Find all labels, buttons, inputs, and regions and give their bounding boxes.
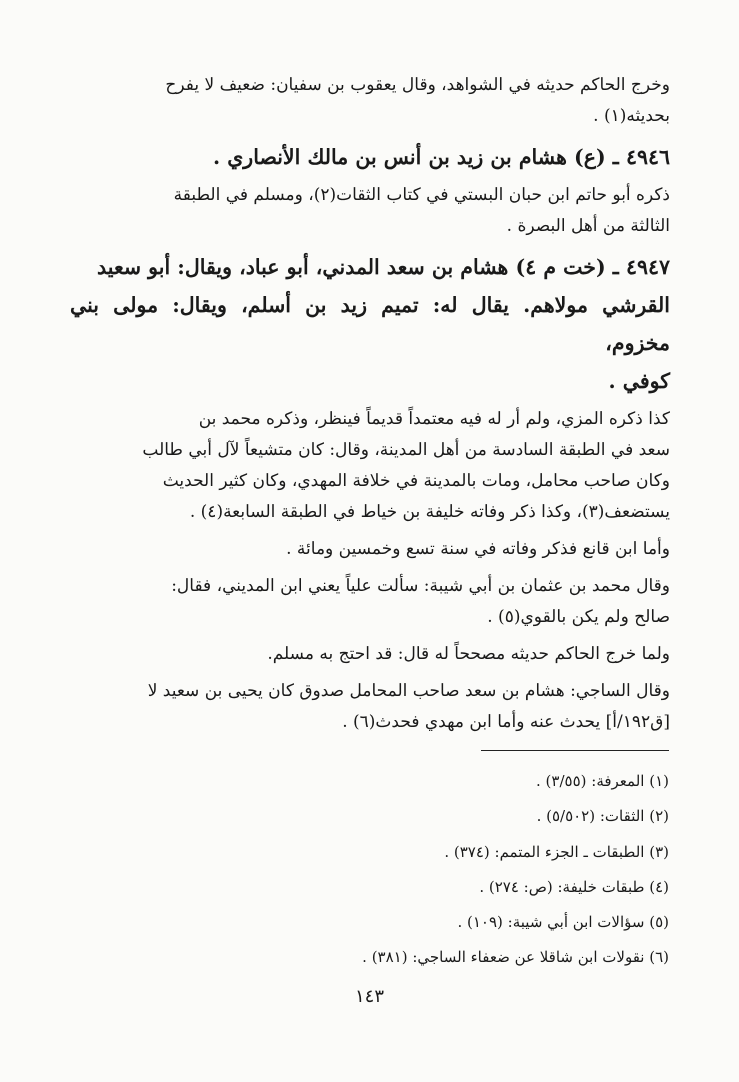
text-line: كذا ذكره المزي، ولم أر له فيه معتمداً قديماً فينظر، وذكره محمد بن	[198, 409, 670, 429]
entry-heading	[70, 138, 670, 176]
heading-line: كوفي .	[608, 369, 670, 393]
paragraph	[70, 639, 670, 670]
footnote: (٤) طبقات خليفة: (ص: ٢٧٤) .	[479, 877, 669, 896]
text-line: يستضعف(٣)، وكذا ذكر وفاته خليفة بن خياط في الطبقة السابعة(٤) .	[189, 502, 670, 522]
text-line: وقال محمد بن عثمان بن أبي شيبة: سألت علياً يعني ابن المديني، فقال:	[171, 576, 670, 596]
footnote-separator	[481, 750, 669, 751]
text-line: سعد في الطبقة السادسة من أهل المدينة، وقال: كان متشيعاً لآل أبي طالب	[142, 440, 670, 460]
text-line: وكان صاحب محامل، ومات بالمدينة في خلافة المهدي، وكان كثير الحديث	[162, 471, 670, 491]
footnote: (١) المعرفة: (٣/٥٥) .	[536, 772, 669, 790]
text-line: الثالثة من أهل البصرة .	[506, 216, 670, 236]
footnote: (٣) الطبقات ـ الجزء المتمم: (٣٧٤) .	[444, 842, 669, 861]
paragraph	[70, 404, 670, 528]
paragraph	[70, 571, 670, 633]
text-line: وأما ابن قانع فذكر وفاته في سنة تسع وخمسين ومائة .	[286, 539, 670, 559]
footnote: (٦) نقولات ابن شاقلا عن ضعفاء الساجي: (٣٨١) .	[362, 948, 669, 967]
footnotes	[69, 764, 669, 976]
text-line: صالح ولم يكن بالقوي(٥) .	[487, 607, 670, 627]
paragraph	[70, 676, 670, 738]
footnote: (٥) سؤالات ابن أبي شيبة: (١٠٩) .	[457, 913, 669, 932]
heading-line: ٤٩٤٦ ـ (ع) هشام بن زيد بن أنس بن مالك الأنصاري .	[212, 145, 670, 169]
text-line: وقال الساجي: هشام بن سعد صاحب المحامل صدوق كان يحيى بن سعيد لا	[147, 681, 670, 701]
text-line: [ق١٩٢/أ] يحدث عنه وأما ابن مهدي فحدث(٦) .	[342, 712, 670, 732]
page-number: ١٤٣	[354, 986, 384, 1007]
heading-line: القرشي مولاهم. يقال له: تميم زيد بن أسلم، ويقال: مولى بني مخزوم،	[70, 293, 670, 355]
text-line: ذكره أبو حاتم ابن حبان البستي في كتاب الثقات(٢)، ومسلم في الطبقة	[173, 185, 670, 205]
paragraph	[70, 534, 670, 565]
text-line: بحديثه(١) .	[593, 106, 670, 126]
footnote: (٢) الثقات: (٥/٥٠٢) .	[536, 807, 669, 826]
text-line: وخرج الحاكم حديثه في الشواهد، وقال يعقوب بن سفيان: ضعيف لا يفرح	[165, 75, 670, 95]
text-line: ولما خرج الحاكم حديثه مصححاً له قال: قد احتج به مسلم.	[267, 644, 670, 664]
paragraph	[70, 70, 670, 132]
paragraph	[70, 180, 670, 242]
main-text	[70, 70, 670, 744]
entry-heading	[70, 248, 670, 400]
heading-line: ٤٩٤٧ ـ (خت م ٤) هشام بن سعد المدني، أبو عباد، ويقال: أبو سعيد	[97, 255, 670, 279]
